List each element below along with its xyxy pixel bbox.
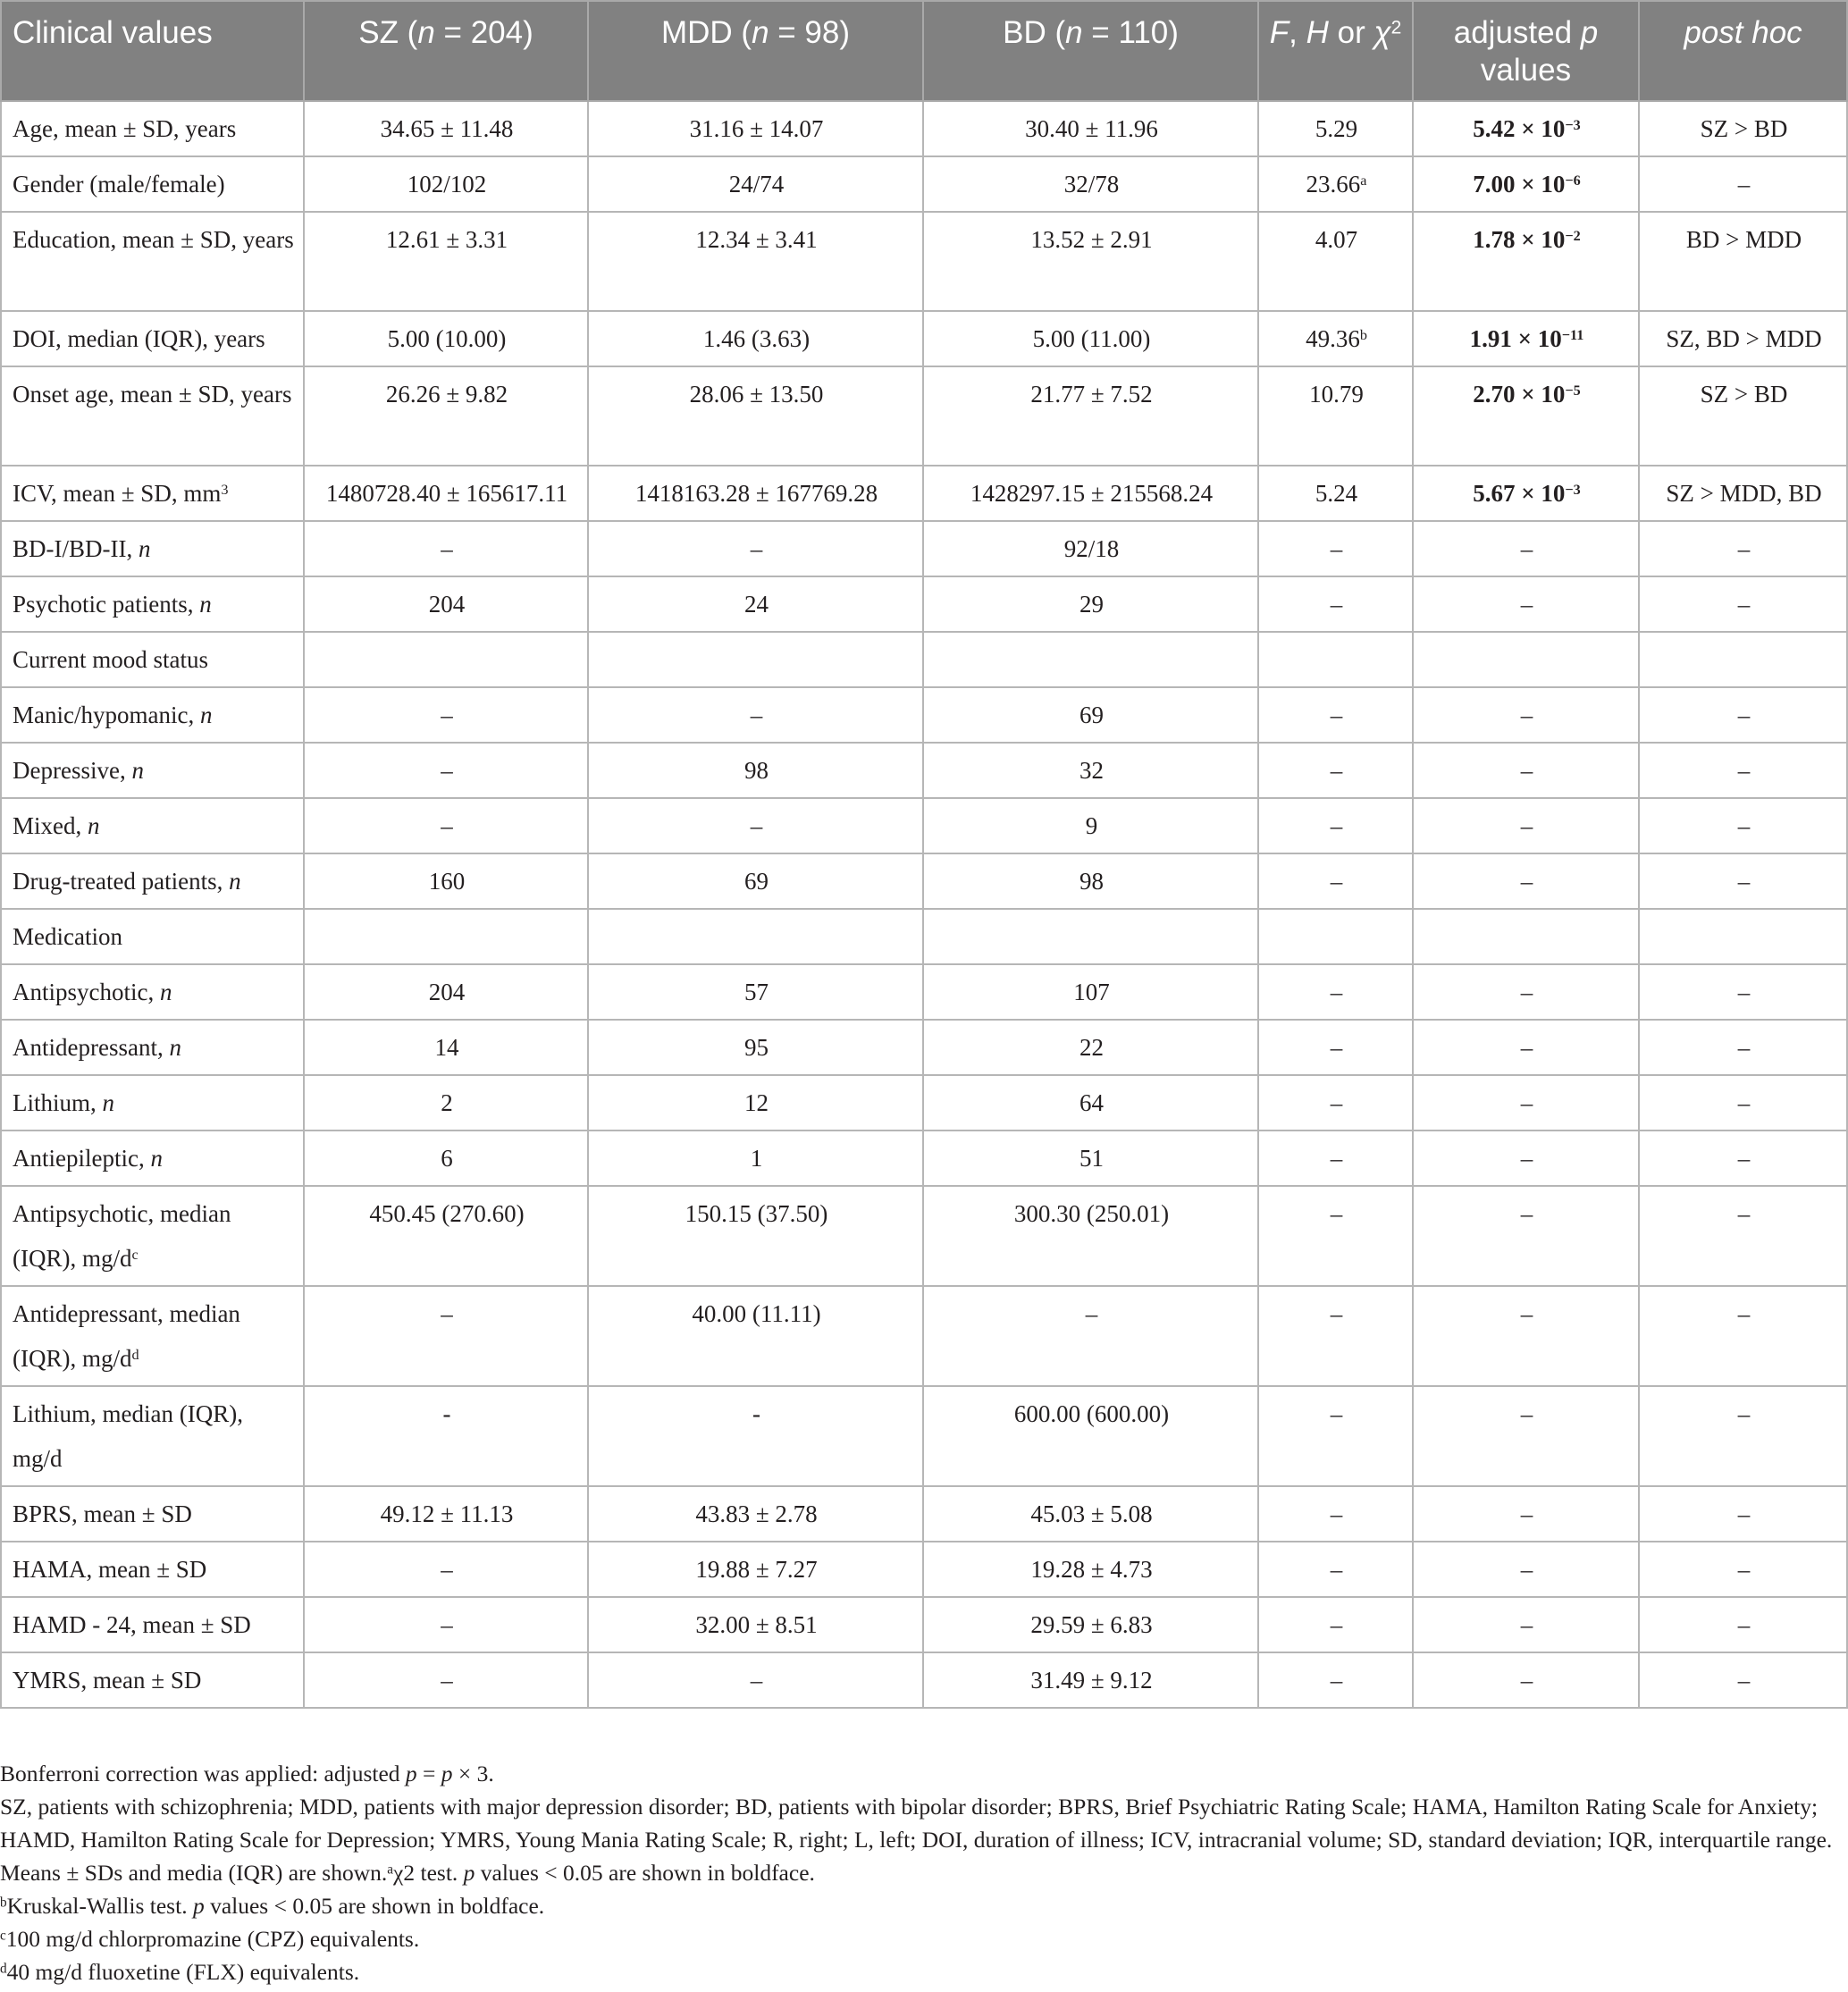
table-row xyxy=(1,964,1847,1020)
bd-value: 64 xyxy=(923,1075,1258,1130)
post-hoc-value: – xyxy=(1639,1286,1847,1386)
sz-value: 204 xyxy=(304,576,588,632)
sz-value: 12.61 ± 3.31 xyxy=(304,212,588,311)
bd-value: 31.49 ± 9.12 xyxy=(923,1652,1258,1708)
row-label: HAMD - 24, mean ± SD xyxy=(1,1597,304,1652)
table-row xyxy=(1,632,1847,687)
post-hoc-value: – xyxy=(1639,156,1847,212)
bd-value: 5.00 (11.00) xyxy=(923,311,1258,366)
row-label: Manic/hypomanic, n xyxy=(1,687,304,743)
bd-value: 51 xyxy=(923,1130,1258,1186)
mdd-value: 12.34 ± 3.41 xyxy=(588,212,923,311)
table-header-row xyxy=(1,1,1847,101)
table-row xyxy=(1,1186,1847,1286)
table-row xyxy=(1,1597,1847,1652)
table-row xyxy=(1,1075,1847,1130)
post-hoc-value: – xyxy=(1639,521,1847,576)
row-label: Psychotic patients, n xyxy=(1,576,304,632)
bd-value: 22 xyxy=(923,1020,1258,1075)
test-statistic-value: 10.79 xyxy=(1258,366,1413,466)
row-label: Antipsychotic, median (IQR), $mg/d^c$ xyxy=(1,1186,304,1286)
sz-value: – xyxy=(304,521,588,576)
post-hoc-value: – xyxy=(1639,1075,1847,1130)
post-hoc-value: – xyxy=(1639,964,1847,1020)
test-statistic-value: – xyxy=(1258,1075,1413,1130)
header-clinical-values: Clinical values xyxy=(1,1,304,101)
bd-value xyxy=(923,909,1258,964)
mdd-value: 1.46 (3.63) xyxy=(588,311,923,366)
row-label: Antidepressant, median (IQR), $mg/d^d$ xyxy=(1,1286,304,1386)
sz-value: – xyxy=(304,798,588,853)
adjusted-p-value: – xyxy=(1413,1186,1639,1286)
sz-value: 102/102 xyxy=(304,156,588,212)
table-row xyxy=(1,743,1847,798)
test-statistic-value: – xyxy=(1258,743,1413,798)
table-footnotes xyxy=(0,1757,1841,1988)
footnote-c: $^c$100 mg/d chlorpromazine (CPZ) equivalents. xyxy=(0,1926,420,1952)
test-statistic-value: 23.66$^a$ xyxy=(1258,156,1413,212)
bd-value: – xyxy=(923,1286,1258,1386)
bd-value: 21.77 ± 7.52 xyxy=(923,366,1258,466)
bd-value: 9 xyxy=(923,798,1258,853)
post-hoc-value: – xyxy=(1639,687,1847,743)
bd-value: 45.03 ± 5.08 xyxy=(923,1486,1258,1542)
table-body xyxy=(1,101,1847,1708)
header-adjusted-p: adjusted p values xyxy=(1413,1,1639,101)
test-statistic-value: 5.29 xyxy=(1258,101,1413,156)
post-hoc-value xyxy=(1639,632,1847,687)
sz-value: – xyxy=(304,1286,588,1386)
test-statistic-value: 49.36$^b$ xyxy=(1258,311,1413,366)
sz-value: – xyxy=(304,1542,588,1597)
bd-value: 600.00 (600.00) xyxy=(923,1386,1258,1486)
mdd-value: 1 xyxy=(588,1130,923,1186)
footnote-bonferroni: Bonferroni correction was applied: adjusted p = p × 3. xyxy=(0,1761,494,1786)
test-statistic-value: 5.24 xyxy=(1258,466,1413,521)
mdd-value: 150.15 (37.50) xyxy=(588,1186,923,1286)
post-hoc-value: – xyxy=(1639,743,1847,798)
bd-value: 29.59 ± 6.83 xyxy=(923,1597,1258,1652)
bd-value: 300.30 (250.01) xyxy=(923,1186,1258,1286)
footnote-b: $^b$Kruskal-Wallis test. p values < 0.05 are shown in boldface. xyxy=(0,1893,545,1919)
test-statistic-value: – xyxy=(1258,521,1413,576)
table-row xyxy=(1,1130,1847,1186)
sz-value: 6 xyxy=(304,1130,588,1186)
mdd-value: – xyxy=(588,687,923,743)
row-label: Lithium, median (IQR), mg/d xyxy=(1,1386,304,1486)
sz-value xyxy=(304,632,588,687)
row-label: Antipsychotic, n xyxy=(1,964,304,1020)
mdd-value: 69 xyxy=(588,853,923,909)
adjusted-p-value xyxy=(1413,632,1639,687)
mdd-value xyxy=(588,909,923,964)
bd-value: 30.40 ± 11.96 xyxy=(923,101,1258,156)
row-label: Medication xyxy=(1,909,304,964)
post-hoc-value: – xyxy=(1639,576,1847,632)
test-statistic-value: – xyxy=(1258,687,1413,743)
adjusted-p-value: – xyxy=(1413,1286,1639,1386)
table-row xyxy=(1,521,1847,576)
test-statistic-value: – xyxy=(1258,1542,1413,1597)
adjusted-p-value: – xyxy=(1413,1075,1639,1130)
table-row xyxy=(1,1486,1847,1542)
table-row xyxy=(1,1542,1847,1597)
adjusted-p-value: $2.70 \times 10^{-5}$ xyxy=(1413,366,1639,466)
header-bd: BD (n = 110) xyxy=(923,1,1258,101)
row-label: DOI, median (IQR), years xyxy=(1,311,304,366)
adjusted-p-value: – xyxy=(1413,1486,1639,1542)
adjusted-p-value: – xyxy=(1413,1652,1639,1708)
post-hoc-value: SZ, BD > MDD xyxy=(1639,311,1847,366)
post-hoc-value: SZ > BD xyxy=(1639,366,1847,466)
mdd-value: – xyxy=(588,798,923,853)
row-label: Gender (male/female) xyxy=(1,156,304,212)
table-row xyxy=(1,212,1847,311)
row-label: Age, mean ± SD, years xyxy=(1,101,304,156)
post-hoc-value: – xyxy=(1639,1186,1847,1286)
adjusted-p-value: – xyxy=(1413,1386,1639,1486)
bd-value: 92/18 xyxy=(923,521,1258,576)
adjusted-p-value: – xyxy=(1413,1597,1639,1652)
sz-value: 160 xyxy=(304,853,588,909)
row-label: Current mood status xyxy=(1,632,304,687)
mdd-value: 19.88 ± 7.27 xyxy=(588,1542,923,1597)
post-hoc-value: SZ > MDD, BD xyxy=(1639,466,1847,521)
mdd-value: 98 xyxy=(588,743,923,798)
row-label: ICV, mean ± SD, $mm^3$ xyxy=(1,466,304,521)
test-statistic-value: – xyxy=(1258,1130,1413,1186)
sz-value: 204 xyxy=(304,964,588,1020)
row-label: Lithium, n xyxy=(1,1075,304,1130)
mdd-value: 24/74 xyxy=(588,156,923,212)
row-label: Education, mean ± SD, years xyxy=(1,212,304,311)
test-statistic-value: – xyxy=(1258,1597,1413,1652)
mdd-value: 28.06 ± 13.50 xyxy=(588,366,923,466)
mdd-value: 43.83 ± 2.78 xyxy=(588,1486,923,1542)
table-row xyxy=(1,909,1847,964)
row-label: Antiepileptic, n xyxy=(1,1130,304,1186)
post-hoc-value: SZ > BD xyxy=(1639,101,1847,156)
adjusted-p-value: – xyxy=(1413,1542,1639,1597)
post-hoc-value: – xyxy=(1639,798,1847,853)
row-label: BPRS, mean ± SD xyxy=(1,1486,304,1542)
post-hoc-value: – xyxy=(1639,1386,1847,1486)
sz-value: 14 xyxy=(304,1020,588,1075)
bd-value xyxy=(923,632,1258,687)
mdd-value: 24 xyxy=(588,576,923,632)
post-hoc-value: BD > MDD xyxy=(1639,212,1847,311)
table-row xyxy=(1,466,1847,521)
adjusted-p-value: – xyxy=(1413,1020,1639,1075)
row-label: YMRS, mean ± SD xyxy=(1,1652,304,1708)
post-hoc-value: – xyxy=(1639,1597,1847,1652)
adjusted-p-value: – xyxy=(1413,853,1639,909)
table-row xyxy=(1,1386,1847,1486)
adjusted-p-value: $1.78 \times 10^{-2}$ xyxy=(1413,212,1639,311)
bd-value: 13.52 ± 2.91 xyxy=(923,212,1258,311)
mdd-value: 32.00 ± 8.51 xyxy=(588,1597,923,1652)
test-statistic-value: 4.07 xyxy=(1258,212,1413,311)
bd-value: 29 xyxy=(923,576,1258,632)
bd-value: 32/78 xyxy=(923,156,1258,212)
sz-value: 450.45 (270.60) xyxy=(304,1186,588,1286)
mdd-value: 12 xyxy=(588,1075,923,1130)
bd-value: 69 xyxy=(923,687,1258,743)
post-hoc-value: – xyxy=(1639,1652,1847,1708)
row-label: Depressive, n xyxy=(1,743,304,798)
table-row xyxy=(1,311,1847,366)
mdd-value: 1418163.28 ± 167769.28 xyxy=(588,466,923,521)
sz-value: – xyxy=(304,1652,588,1708)
adjusted-p-value: $5.42 \times 10^{-3}$ xyxy=(1413,101,1639,156)
test-statistic-value: – xyxy=(1258,1186,1413,1286)
post-hoc-value: – xyxy=(1639,1486,1847,1542)
sz-value xyxy=(304,909,588,964)
adjusted-p-value: – xyxy=(1413,687,1639,743)
sz-value: – xyxy=(304,1597,588,1652)
post-hoc-value: – xyxy=(1639,853,1847,909)
table-row xyxy=(1,366,1847,466)
mdd-value: 95 xyxy=(588,1020,923,1075)
table-row xyxy=(1,156,1847,212)
bd-value: 107 xyxy=(923,964,1258,1020)
adjusted-p-value: – xyxy=(1413,1130,1639,1186)
row-label: Antidepressant, n xyxy=(1,1020,304,1075)
sz-value: 2 xyxy=(304,1075,588,1130)
sz-value: 34.65 ± 11.48 xyxy=(304,101,588,156)
adjusted-p-value: – xyxy=(1413,964,1639,1020)
bd-value: 98 xyxy=(923,853,1258,909)
adjusted-p-value: – xyxy=(1413,521,1639,576)
row-label: Drug-treated patients, n xyxy=(1,853,304,909)
sz-value: 5.00 (10.00) xyxy=(304,311,588,366)
header-post-hoc: post hoc xyxy=(1639,1,1847,101)
bd-value: 32 xyxy=(923,743,1258,798)
table-row xyxy=(1,1652,1847,1708)
header-mdd: MDD (n = 98) xyxy=(588,1,923,101)
header-sz: SZ (n = 204) xyxy=(304,1,588,101)
sz-value: – xyxy=(304,743,588,798)
adjusted-p-value: $5.67 \times 10^{-3}$ xyxy=(1413,466,1639,521)
footnote-d: $^d$40 mg/d fluoxetine (FLX) equivalents. xyxy=(0,1959,360,1985)
test-statistic-value: – xyxy=(1258,1652,1413,1708)
header-test-statistic: F, H or $\chi^2$ xyxy=(1258,1,1413,101)
adjusted-p-value: – xyxy=(1413,798,1639,853)
table-row xyxy=(1,101,1847,156)
test-statistic-value: – xyxy=(1258,1020,1413,1075)
post-hoc-value xyxy=(1639,909,1847,964)
mdd-value: – xyxy=(588,521,923,576)
test-statistic-value: – xyxy=(1258,576,1413,632)
sz-value: - xyxy=(304,1386,588,1486)
test-statistic-value: – xyxy=(1258,853,1413,909)
mdd-value: - xyxy=(588,1386,923,1486)
post-hoc-value: – xyxy=(1639,1020,1847,1075)
table-row xyxy=(1,1020,1847,1075)
adjusted-p-value: $1.91 \times 10^{-11}$ xyxy=(1413,311,1639,366)
mdd-value: – xyxy=(588,1652,923,1708)
table-row xyxy=(1,798,1847,853)
test-statistic-value: – xyxy=(1258,1286,1413,1386)
post-hoc-value: – xyxy=(1639,1130,1847,1186)
mdd-value: 57 xyxy=(588,964,923,1020)
row-label: Mixed, n xyxy=(1,798,304,853)
test-statistic-value xyxy=(1258,632,1413,687)
table-row xyxy=(1,687,1847,743)
adjusted-p-value xyxy=(1413,909,1639,964)
adjusted-p-value: – xyxy=(1413,743,1639,798)
mdd-value xyxy=(588,632,923,687)
test-statistic-value: – xyxy=(1258,798,1413,853)
sz-value: 49.12 ± 11.13 xyxy=(304,1486,588,1542)
table-row xyxy=(1,1286,1847,1386)
sz-value: 1480728.40 ± 165617.11 xyxy=(304,466,588,521)
adjusted-p-value: – xyxy=(1413,576,1639,632)
footnote-abbreviations: SZ, patients with schizophrenia; MDD, patients with major depression disorder; BD, patients with bipolar disorder; BPRS, Brief Psychiatric Rating Scale; HAMA, Hamilton Rating Scale for Anxiety; HAMD, Hamilton Rating Scale for Depression; YMRS, Young Mania Rating Scale; R, right; L, left; DOI, duration of illness; ICV, intracranial volume; SD, standard deviation; IQR, interquartile range. Means ± SDs and media (IQR) are shown.$^a$χ2 test. p values < 0.05 are shown in boldface. xyxy=(0,1794,1833,1886)
table-row xyxy=(1,853,1847,909)
test-statistic-value: – xyxy=(1258,1386,1413,1486)
mdd-value: 40.00 (11.11) xyxy=(588,1286,923,1386)
bd-value: 19.28 ± 4.73 xyxy=(923,1542,1258,1597)
adjusted-p-value: $7.00 \times 10^{-6}$ xyxy=(1413,156,1639,212)
table-row xyxy=(1,576,1847,632)
test-statistic-value: – xyxy=(1258,1486,1413,1542)
test-statistic-value xyxy=(1258,909,1413,964)
bd-value: 1428297.15 ± 215568.24 xyxy=(923,466,1258,521)
sz-value: – xyxy=(304,687,588,743)
row-label: Onset age, mean ± SD, years xyxy=(1,366,304,466)
mdd-value: 31.16 ± 14.07 xyxy=(588,101,923,156)
row-label: BD-I/BD-II, n xyxy=(1,521,304,576)
test-statistic-value: – xyxy=(1258,964,1413,1020)
sz-value: 26.26 ± 9.82 xyxy=(304,366,588,466)
row-label: HAMA, mean ± SD xyxy=(1,1542,304,1597)
post-hoc-value: – xyxy=(1639,1542,1847,1597)
